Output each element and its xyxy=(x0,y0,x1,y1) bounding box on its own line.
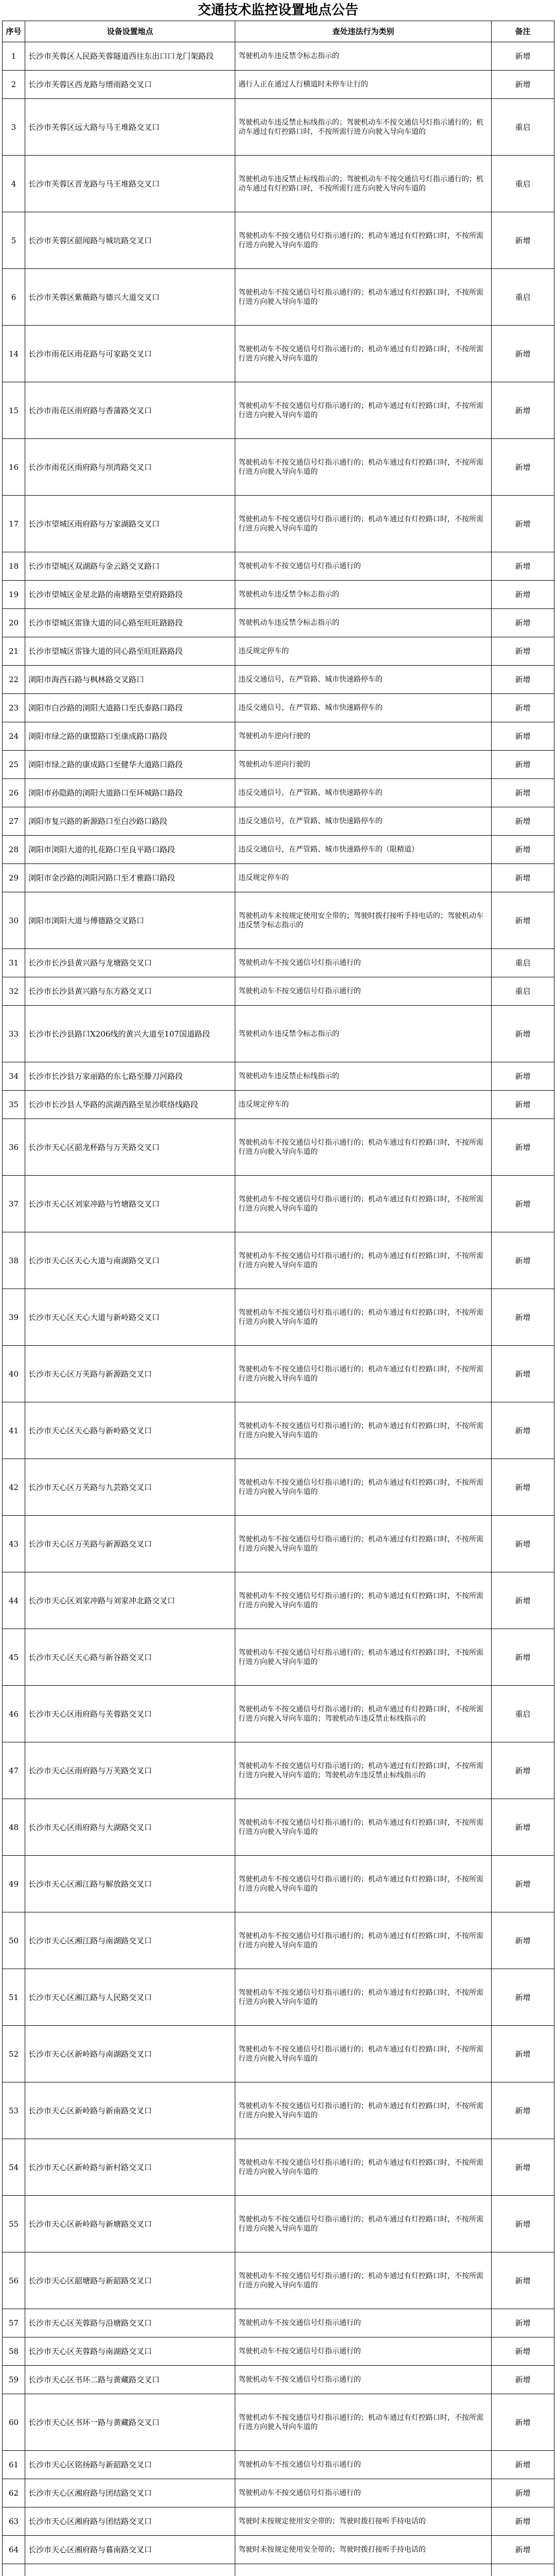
table-row xyxy=(3,2082,554,2139)
row-note: 新增 xyxy=(492,609,554,637)
row-number: 23 xyxy=(3,694,25,722)
row-violation-type: 驾驶机动车不按交通信号灯指示通行的；机动车通过有灯控路口时，不按所需行进方向驶入导向车道的 xyxy=(235,2082,492,2139)
row-note: 新增 xyxy=(492,2196,554,2252)
row-location: 浏阳市浏阳大道的扎花路口至良平路口路段 xyxy=(25,836,235,864)
row-location xyxy=(25,2564,235,2576)
table-row xyxy=(3,666,554,694)
row-violation-type: 驾驶机动车不按交通信号灯指示通行的 xyxy=(235,2451,492,2479)
table-row xyxy=(3,2394,554,2451)
table-row xyxy=(3,1119,554,1176)
row-number: 47 xyxy=(3,1742,25,1799)
row-location: 长沙市雨花区雨府路与香蒲路交叉口 xyxy=(25,382,235,439)
row-location: 长沙市天心区万芙路与九芸路交叉口 xyxy=(25,1459,235,1516)
row-location: 长沙市望城区双湖路与金云路交叉路口 xyxy=(25,552,235,581)
row-location: 浏阳市绿之路的康盟路口至康成路口路段 xyxy=(25,722,235,751)
row-number: 29 xyxy=(3,864,25,892)
table-row xyxy=(3,2479,554,2507)
row-number: 31 xyxy=(3,949,25,977)
header-note: 备注 xyxy=(492,21,554,42)
table-row xyxy=(3,1516,554,1572)
row-violation-type: 驾驶机动车不按交通信号灯指示通行的；机动车通过有灯控路口时，不按所需行进方向驶入导向车道的 xyxy=(235,1799,492,1856)
row-location: 浏阳市复兴路的新源路口至白沙路口路段 xyxy=(25,807,235,836)
row-number: 44 xyxy=(3,1572,25,1629)
row-violation-type: 驾驶机动车不按交通信号灯指示通行的；机动车通过有灯控路口时，不按所需行进方向驶入导向车道的 xyxy=(235,1629,492,1686)
row-note: 重启 xyxy=(492,977,554,1006)
row-number: 49 xyxy=(3,1856,25,1912)
row-number: 27 xyxy=(3,807,25,836)
row-note: 新增 xyxy=(492,1402,554,1459)
table-row xyxy=(3,2309,554,2337)
row-note: 新增 xyxy=(492,2026,554,2082)
row-note: 新增 xyxy=(492,2394,554,2451)
row-number: 34 xyxy=(3,1062,25,1091)
row-number: 22 xyxy=(3,666,25,694)
row-note: 新增 xyxy=(492,1119,554,1176)
table-row xyxy=(3,1006,554,1062)
row-number: 37 xyxy=(3,1176,25,1232)
row-violation-type: 驾驶机动车不按交通信号灯指示通行的 xyxy=(235,977,492,1006)
row-number: 54 xyxy=(3,2139,25,2196)
table-row xyxy=(3,694,554,722)
row-note: 新增 xyxy=(492,2082,554,2139)
row-violation-type: 驾驶机动车不按交通信号灯指示通行的；机动车通过有灯控路口时，不按所需行进方向驶入导向车道的 xyxy=(235,269,492,326)
row-violation-type: 驾驶机动车不按交通信号灯指示通行的；机动车通过有灯控路口时，不按所需行进方向驶入导向车道的 xyxy=(235,2252,492,2309)
row-location: 长沙市天心区天心路与新岭路交叉口 xyxy=(25,1402,235,1459)
row-note: 新增 xyxy=(492,751,554,779)
row-violation-type: 违反规定停车的 xyxy=(235,1091,492,1119)
row-violation-type: 违反交通信号，在严管路、城市快速路停车的 xyxy=(235,666,492,694)
table-row xyxy=(3,2536,554,2564)
row-number: 4 xyxy=(3,156,25,212)
row-location: 长沙市天心区湘府路与团结路交叉口 xyxy=(25,2507,235,2536)
row-violation-type: 驾驶机动车不按交通信号灯指示通行的 xyxy=(235,2366,492,2394)
row-number: 63 xyxy=(3,2507,25,2536)
row-location: 长沙市天心区芙蓉路与沿塘路交叉口 xyxy=(25,2309,235,2337)
row-note: 新增 xyxy=(492,1799,554,1856)
row-note: 新增 xyxy=(492,2536,554,2564)
row-location: 长沙市天心区书环二路与黄藏路交叉口 xyxy=(25,2366,235,2394)
row-violation-type: 驾驶机动车不按交通信号灯指示通行的；机动车通过有灯控路口时，不按所需行进方向驶入导向车道的 xyxy=(235,1572,492,1629)
row-location: 浏阳市金沙路的浏阳河路口至才雅路口路段 xyxy=(25,864,235,892)
table-row xyxy=(3,156,554,212)
header-location: 设备设置地点 xyxy=(25,21,235,42)
row-location: 长沙市芙蓉区远大路与马王堆路交叉口 xyxy=(25,99,235,156)
table-row xyxy=(3,1402,554,1459)
table-row xyxy=(3,1969,554,2026)
row-note: 新增 xyxy=(492,1091,554,1119)
row-number xyxy=(3,2564,25,2576)
row-note: 新增 xyxy=(492,212,554,269)
table-row xyxy=(3,439,554,496)
row-location: 长沙市长沙县路口X206线的黄兴大道至107国道路段 xyxy=(25,1006,235,1062)
row-note: 新增 xyxy=(492,807,554,836)
row-location: 浏阳市浏阳大道与傅德路交叉路口 xyxy=(25,892,235,949)
row-number: 18 xyxy=(3,552,25,581)
row-number: 16 xyxy=(3,439,25,496)
table-row xyxy=(3,1176,554,1232)
row-violation-type: 驾驶机动车不按交通信号灯指示通行的；机动车通过有灯控路口时，不按所需行进方向驶入导向车道的 xyxy=(235,2196,492,2252)
row-location: 长沙市天心区雨府路与大湖路交叉口 xyxy=(25,1799,235,1856)
table-row xyxy=(3,42,554,71)
table-row xyxy=(3,581,554,609)
row-note: 新增 xyxy=(492,439,554,496)
row-violation-type: 驾驶机动车违反禁令标志指示的 xyxy=(235,42,492,71)
row-location: 长沙市天心区铭扬路与新韶路交叉口 xyxy=(25,2451,235,2479)
row-number: 30 xyxy=(3,892,25,949)
row-number: 41 xyxy=(3,1402,25,1459)
row-note: 重启 xyxy=(492,156,554,212)
table-row xyxy=(3,977,554,1006)
table-row xyxy=(3,722,554,751)
row-note: 新增 xyxy=(492,382,554,439)
row-note: 新增 xyxy=(492,1572,554,1629)
row-note: 新增 xyxy=(492,1176,554,1232)
row-violation-type: 驾驶机动车不按交通信号灯指示通行的 xyxy=(235,2309,492,2337)
row-note: 新增 xyxy=(492,637,554,666)
row-note: 新增 xyxy=(492,722,554,751)
row-violation-type: 驾驶机动车不按交通信号灯指示通行的；机动车通过有灯控路口时，不按所需行进方向驶入导向车道的 xyxy=(235,1856,492,1912)
row-location: 长沙市天心区新岭路与新村路交叉口 xyxy=(25,2139,235,2196)
row-location: 长沙市长沙县人华路的滨湖西路至星沙联络线路段 xyxy=(25,1091,235,1119)
row-note: 新增 xyxy=(492,1289,554,1346)
row-violation-type: 驾驶机动车不按交通信号灯指示通行的；机动车通过有灯控路口时，不按所需行进方向驶入导向车道的 xyxy=(235,326,492,382)
row-note: 新增 xyxy=(492,2451,554,2479)
table-body xyxy=(3,42,554,2576)
row-violation-type: 驾驶机动车不按交通信号灯指示通行的；机动车通过有灯控路口时，不按所需行进方向驶入导向车道的 xyxy=(235,1459,492,1516)
row-note: 新增 xyxy=(492,1459,554,1516)
row-note: 新增 xyxy=(492,2479,554,2507)
row-violation-type: 驾驶机动车不按交通信号灯指示通行的；机动车通过有灯控路口时，不按所需行进方向驶入导向车道的 xyxy=(235,382,492,439)
row-number: 59 xyxy=(3,2366,25,2394)
row-number: 61 xyxy=(3,2451,25,2479)
row-location: 长沙市天心区新岭路与新塘路交叉口 xyxy=(25,2196,235,2252)
table-row xyxy=(3,807,554,836)
row-location: 长沙市望城区金星北路的南塘路至望府路路段 xyxy=(25,581,235,609)
row-violation-type: 驾驶机动车不按交通信号灯指示通行的；机动车通过有灯控路口时，不按所需行进方向驶入导向车道的；驾驶机动车违反禁止标线指示的 xyxy=(235,1686,492,1742)
header-violation-type: 查处违法行为类别 xyxy=(235,21,492,42)
row-location: 长沙市天心区湘江路与南湖路交叉口 xyxy=(25,1912,235,1969)
row-violation-type: 驾驶机动车不按交通信号灯指示通行的；机动车通过有灯控路口时，不按所需行进方向驶入导向车道的 xyxy=(235,1402,492,1459)
table-row xyxy=(3,2337,554,2366)
row-location: 长沙市天心区万芙路与新源路交叉口 xyxy=(25,1346,235,1402)
row-note: 新增 xyxy=(492,496,554,552)
row-location: 长沙市雨花区雨花路与可家路交叉口 xyxy=(25,326,235,382)
row-note: 新增 xyxy=(492,1062,554,1091)
row-note: 新增 xyxy=(492,1516,554,1572)
row-number: 15 xyxy=(3,382,25,439)
row-note: 新增 xyxy=(492,2366,554,2394)
row-number: 24 xyxy=(3,722,25,751)
row-location: 长沙市天心区湘府路与暮南路交叉口 xyxy=(25,2536,235,2564)
table-row xyxy=(3,892,554,949)
table-row xyxy=(3,1289,554,1346)
row-location: 长沙市天心区新岭路与新南路交叉口 xyxy=(25,2082,235,2139)
row-violation-type: 驾驶机动车未按规定使用安全带的；驾驶时拨打接听手持电话的；驾驶机动车违反禁令标志指示的 xyxy=(235,892,492,949)
row-number: 32 xyxy=(3,977,25,1006)
row-note: 新增 xyxy=(492,326,554,382)
row-note: 新增 xyxy=(492,779,554,807)
header-no: 序号 xyxy=(3,21,25,42)
row-number: 43 xyxy=(3,1516,25,1572)
row-location: 长沙市天心区湘江路与解放路交叉口 xyxy=(25,1856,235,1912)
row-violation-type: 驾驶机动车违反禁止标线指示的 xyxy=(235,1062,492,1091)
row-location: 长沙市天心区雨府路与万芙路交叉口 xyxy=(25,1742,235,1799)
row-note: 新增 xyxy=(492,581,554,609)
row-number: 1 xyxy=(3,42,25,71)
row-note: 新增 xyxy=(492,1346,554,1402)
row-violation-type: 驾驶机动车不按交通信号灯指示通行的 xyxy=(235,2479,492,2507)
row-violation-type: 驾驶机动车不按交通信号灯指示通行的；机动车通过有灯控路口时，不按所需行进方向驶入导向车道的 xyxy=(235,1516,492,1572)
row-number: 14 xyxy=(3,326,25,382)
row-violation-type: 驾驶机动车不按交通信号灯指示通行的；机动车通过有灯控路口时，不按所需行进方向驶入导向车道的；驾驶机动车违反禁止标线指示的 xyxy=(235,1742,492,1799)
table-row xyxy=(3,609,554,637)
table-row xyxy=(3,2139,554,2196)
row-location: 长沙市天心区天心路与新谷路交叉口 xyxy=(25,1629,235,1686)
row-violation-type: 驾驶机动车违反禁止标线指示的；驾驶机动车不按交通信号灯指示通行的；机动车通过有灯控路口时，不按所需行进方向驶入导向车道的 xyxy=(235,99,492,156)
row-violation-type: 驾驶机动车不按交通信号灯指示通行的；机动车通过有灯控路口时，不按所需行进方向驶入导向车道的 xyxy=(235,496,492,552)
table-row xyxy=(3,637,554,666)
row-violation-type: 驾驶机动车逆向行驶的 xyxy=(235,751,492,779)
table-row xyxy=(3,2451,554,2479)
table-row xyxy=(3,382,554,439)
row-number: 36 xyxy=(3,1119,25,1176)
row-location: 长沙市天心区新岭路与南湖路交叉口 xyxy=(25,2026,235,2082)
row-location: 长沙市天心区刘家冲路与刘家冲北路交叉口 xyxy=(25,1572,235,1629)
table-row xyxy=(3,212,554,269)
row-violation-type: 违反交通信号，在严管路、城市快速路停车的 xyxy=(235,807,492,836)
table-row xyxy=(3,2252,554,2309)
row-location: 浏阳市孙隐路的浏阳大道路口至环城路口路段 xyxy=(25,779,235,807)
row-number: 45 xyxy=(3,1629,25,1686)
table-row xyxy=(3,1062,554,1091)
row-violation-type xyxy=(235,2564,492,2576)
row-note: 新增 xyxy=(492,892,554,949)
monitoring-locations-table xyxy=(2,21,554,2576)
table-row xyxy=(3,2564,554,2576)
row-location: 长沙市天心区万芙路与新源路交叉口 xyxy=(25,1516,235,1572)
table-row xyxy=(3,1799,554,1856)
row-violation-type: 驾驶机动车不按交通信号灯指示通行的；机动车通过有灯控路口时，不按所需行进方向驶入导向车道的 xyxy=(235,439,492,496)
row-location: 长沙市天心区雨府路与芙蓉路交叉口 xyxy=(25,1686,235,1742)
row-note: 新增 xyxy=(492,864,554,892)
row-location: 长沙市天心区韶塘路与新韶路交叉口 xyxy=(25,2252,235,2309)
table-row xyxy=(3,1459,554,1516)
row-violation-type: 驾驶机动车违反禁令标志指示的 xyxy=(235,609,492,637)
row-violation-type: 驾驶机动车不按交通信号灯指示通行的；机动车通过有灯控路口时，不按所需行进方向驶入导向车道的 xyxy=(235,1176,492,1232)
table-row xyxy=(3,1091,554,1119)
table-row xyxy=(3,2366,554,2394)
row-note: 新增 xyxy=(492,552,554,581)
row-number: 38 xyxy=(3,1232,25,1289)
row-number: 52 xyxy=(3,2026,25,2082)
row-number: 53 xyxy=(3,2082,25,2139)
row-violation-type: 驾驶机动车不按交通信号灯指示通行的；机动车通过有灯控路口时，不按所需行进方向驶入导向车道的 xyxy=(235,2139,492,2196)
table-row xyxy=(3,496,554,552)
row-number: 51 xyxy=(3,1969,25,2026)
table-row xyxy=(3,1232,554,1289)
row-location: 长沙市长沙县黄兴路与龙塘路交叉口 xyxy=(25,949,235,977)
row-violation-type: 遇行人正在通过人行横道时未停车让行的 xyxy=(235,71,492,99)
row-location: 长沙市芙蓉区人民路芙蓉隧道西往东出口口龙门架路段 xyxy=(25,42,235,71)
row-number: 60 xyxy=(3,2394,25,2451)
row-number: 25 xyxy=(3,751,25,779)
table-row xyxy=(3,779,554,807)
row-number: 3 xyxy=(3,99,25,156)
row-location: 长沙市长沙县万家丽路的东七路至滕刀河路段 xyxy=(25,1062,235,1091)
row-location: 长沙市雨花区雨府路与坝湾路交叉口 xyxy=(25,439,235,496)
row-number: 28 xyxy=(3,836,25,864)
row-note xyxy=(492,2564,554,2576)
row-location: 长沙市天心区刘家冲路与竹塘路交叉口 xyxy=(25,1176,235,1232)
row-location: 长沙市芙蓉区晋龙路与马王堆路交叉口 xyxy=(25,156,235,212)
table-row xyxy=(3,1856,554,1912)
table-row xyxy=(3,1346,554,1402)
row-note: 重启 xyxy=(492,949,554,977)
row-violation-type: 驾驶机动车不按交通信号灯指示通行的；机动车通过有灯控路口时，不按所需行进方向驶入导向车道的 xyxy=(235,212,492,269)
row-number: 19 xyxy=(3,581,25,609)
row-note: 新增 xyxy=(492,1912,554,1969)
row-number: 33 xyxy=(3,1006,25,1062)
row-number: 5 xyxy=(3,212,25,269)
row-violation-type: 驾驶机动车不按交通信号灯指示通行的；机动车通过有灯控路口时，不按所需行进方向驶入导向车道的 xyxy=(235,2394,492,2451)
row-location: 长沙市望城区雷锋大道的同心路至旺旺路路段 xyxy=(25,637,235,666)
row-note: 重启 xyxy=(492,99,554,156)
row-violation-type: 驾驶机动车违反禁令标志指示的 xyxy=(235,1006,492,1062)
header-row xyxy=(3,21,554,42)
table-row xyxy=(3,2196,554,2252)
row-violation-type: 驾驶时未按规定使用安全带的；驾驶时拨打接听手持电话的 xyxy=(235,2536,492,2564)
row-violation-type: 违反交通信号，在严管路、城市快速路停车的 xyxy=(235,694,492,722)
row-note: 新增 xyxy=(492,1856,554,1912)
row-note: 新增 xyxy=(492,1629,554,1686)
row-violation-type: 驾驶机动车不按交通信号灯指示通行的；机动车通过有灯控路口时，不按所需行进方向驶入导向车道的 xyxy=(235,1232,492,1289)
row-note: 新增 xyxy=(492,2139,554,2196)
table-row xyxy=(3,1572,554,1629)
row-location: 浏阳市海西石路与枫林路交叉路口 xyxy=(25,666,235,694)
row-number: 64 xyxy=(3,2536,25,2564)
row-violation-type: 驾驶时未按规定使用安全带的；驾驶时拨打接听手持电话的 xyxy=(235,2507,492,2536)
row-number: 17 xyxy=(3,496,25,552)
table-header xyxy=(3,21,554,42)
row-location: 浏阳市白沙路的浏阳大道路口至氏泰路口路段 xyxy=(25,694,235,722)
row-note: 新增 xyxy=(492,1232,554,1289)
row-violation-type: 驾驶机动车不按交通信号灯指示通行的 xyxy=(235,552,492,581)
row-number: 40 xyxy=(3,1346,25,1402)
row-note: 重启 xyxy=(492,269,554,326)
row-violation-type: 违反交通信号，在严管路、城市快速路停车的（限精道） xyxy=(235,836,492,864)
table-row xyxy=(3,2026,554,2082)
row-number: 50 xyxy=(3,1912,25,1969)
row-number: 42 xyxy=(3,1459,25,1516)
row-number: 57 xyxy=(3,2309,25,2337)
row-number: 58 xyxy=(3,2337,25,2366)
row-note: 新增 xyxy=(492,1006,554,1062)
row-number: 48 xyxy=(3,1799,25,1856)
row-location: 长沙市望城区雨府路与万家湖路交叉口 xyxy=(25,496,235,552)
row-note: 新增 xyxy=(492,666,554,694)
table-row xyxy=(3,949,554,977)
row-violation-type: 驾驶机动车逆向行驶的 xyxy=(235,722,492,751)
table-row xyxy=(3,552,554,581)
row-violation-type: 驾驶机动车违反禁止标线指示的；驾驶机动车不按交通信号灯指示通行的；机动车通过有灯控路口时，不按所需行进方向驶入导向车道的 xyxy=(235,156,492,212)
row-location: 长沙市天心区书环一路与黄藏路交叉口 xyxy=(25,2394,235,2451)
table-row xyxy=(3,1686,554,1742)
row-note: 新增 xyxy=(492,2252,554,2309)
table-row xyxy=(3,751,554,779)
table-row xyxy=(3,1629,554,1686)
row-note: 新增 xyxy=(492,1969,554,2026)
table-row xyxy=(3,1912,554,1969)
row-violation-type: 驾驶机动车不按交通信号灯指示通行的；机动车通过有灯控路口时，不按所需行进方向驶入导向车道的 xyxy=(235,1346,492,1402)
row-location: 长沙市芙蓉区西龙路与缙雨路交叉口 xyxy=(25,71,235,99)
document-title: 交通技术监控设置地点公告 xyxy=(197,3,358,18)
row-violation-type: 违反规定停车的 xyxy=(235,864,492,892)
row-note: 新增 xyxy=(492,2337,554,2366)
row-location: 长沙市芙蓉区韶闻路与城坑路交叉口 xyxy=(25,212,235,269)
row-note: 新增 xyxy=(492,42,554,71)
row-number: 46 xyxy=(3,1686,25,1742)
row-note: 新增 xyxy=(492,2309,554,2337)
row-number: 2 xyxy=(3,71,25,99)
row-location: 长沙市天心区芙蓉路与南湖路交叉口 xyxy=(25,2337,235,2366)
row-violation-type: 驾驶机动车不按交通信号灯指示通行的；机动车通过有灯控路口时，不按所需行进方向驶入导向车道的 xyxy=(235,1289,492,1346)
table-row xyxy=(3,269,554,326)
row-note: 重启 xyxy=(492,1686,554,1742)
row-location: 长沙市长沙县黄兴路与东方路交叉口 xyxy=(25,977,235,1006)
row-violation-type: 驾驶机动车违反禁令标志指示的 xyxy=(235,581,492,609)
row-location: 长沙市天心区湘江路与人民路交叉口 xyxy=(25,1969,235,2026)
table-row xyxy=(3,71,554,99)
row-number: 26 xyxy=(3,779,25,807)
table-row xyxy=(3,864,554,892)
row-violation-type: 驾驶机动车不按交通信号灯指示通行的；机动车通过有灯控路口时，不按所需行进方向驶入导向车道的 xyxy=(235,2026,492,2082)
table-row xyxy=(3,326,554,382)
row-note: 新增 xyxy=(492,836,554,864)
row-number: 55 xyxy=(3,2196,25,2252)
row-location: 长沙市天心区天心大道与新岭路交叉口 xyxy=(25,1289,235,1346)
row-number: 21 xyxy=(3,637,25,666)
row-number: 35 xyxy=(3,1091,25,1119)
row-number: 6 xyxy=(3,269,25,326)
row-note: 新增 xyxy=(492,71,554,99)
row-location: 长沙市天心区天心大道与南湖路交叉口 xyxy=(25,1232,235,1289)
row-violation-type: 驾驶机动车不按交通信号灯指示通行的；机动车通过有灯控路口时，不按所需行进方向驶入导向车道的 xyxy=(235,1119,492,1176)
row-location: 长沙市芙蓉区紫薇路与德兴大道交叉口 xyxy=(25,269,235,326)
row-location: 长沙市天心区湘府路与团结路交叉口 xyxy=(25,2479,235,2507)
row-violation-type: 违反规定停车的 xyxy=(235,637,492,666)
row-note: 新增 xyxy=(492,1742,554,1799)
row-note: 新增 xyxy=(492,694,554,722)
row-location: 长沙市望城区雷锋大道的同心路至旺旺路路段 xyxy=(25,609,235,637)
row-violation-type: 驾驶机动车不按交通信号灯指示通行的；机动车通过有灯控路口时，不按所需行进方向驶入导向车道的 xyxy=(235,1969,492,2026)
row-note: 新增 xyxy=(492,2507,554,2536)
table-row xyxy=(3,836,554,864)
table-row xyxy=(3,99,554,156)
row-number: 62 xyxy=(3,2479,25,2507)
row-number: 39 xyxy=(3,1289,25,1346)
row-violation-type: 驾驶机动车不按交通信号灯指示通行的 xyxy=(235,949,492,977)
row-violation-type: 驾驶机动车不按交通信号灯指示通行的；机动车通过有灯控路口时，不按所需行进方向驶入导向车道的 xyxy=(235,1912,492,1969)
row-location: 长沙市天心区韶龙杯路与万芙路交叉口 xyxy=(25,1119,235,1176)
row-number: 56 xyxy=(3,2252,25,2309)
row-violation-type: 违反交通信号，在严管路、城市快速路停车的 xyxy=(235,779,492,807)
row-violation-type: 驾驶机动车不按交通信号灯指示通行的 xyxy=(235,2337,492,2366)
table-row xyxy=(3,2507,554,2536)
table-row xyxy=(3,1742,554,1799)
row-number: 20 xyxy=(3,609,25,637)
row-location: 浏阳市绿之路的康成路口至健华大道路口路段 xyxy=(25,751,235,779)
